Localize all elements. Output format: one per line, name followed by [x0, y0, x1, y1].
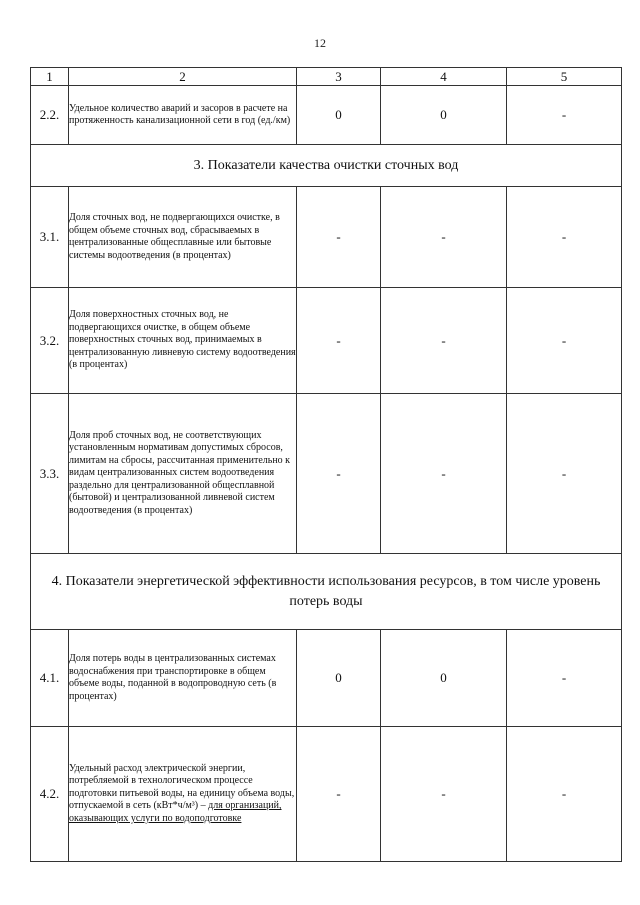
section-heading-3: 3. Показатели качества очистки сточных вод — [31, 145, 622, 187]
indicator-description: Доля проб сточных вод, не соответствующих установленным нормативам допустимых сбросов, лимитам на сбросы, рассчитанная применительно к видам централизованных систем водоотведения раздельно для централизованной общесплавной (бытовой) и централизованной ливневой систем водоотведения (в процентах) — [69, 394, 297, 554]
value-col-5: - — [507, 727, 622, 862]
column-header-4: 4 — [381, 68, 507, 86]
table-row — [31, 630, 622, 727]
indicator-description — [69, 727, 297, 862]
column-header-3: 3 — [297, 68, 381, 86]
value-col-4: 0 — [381, 86, 507, 145]
page-number: 12 — [314, 36, 326, 50]
value-col-5: - — [507, 86, 622, 145]
value-col-4: 0 — [381, 630, 507, 727]
indicator-description: Доля сточных вод, не подвергающихся очистке, в общем объеме сточных вод, сбрасываемых в централизованные общесплавные или бытовые системы водоотведения (в процентах) — [69, 187, 297, 288]
section-row — [31, 554, 622, 630]
value-col-5: - — [507, 630, 622, 727]
value-col-3: - — [297, 727, 381, 862]
value-col-3: - — [297, 394, 381, 554]
row-number: 3.2. — [31, 288, 69, 394]
value-col-4: - — [381, 727, 507, 862]
indicator-description: Доля поверхностных сточных вод, не подвергающихся очистке, в общем объеме поверхностных сточных вод, принимаемых в централизованную ливневую систему водоотведения (в процентах) — [69, 288, 297, 394]
value-col-5: - — [507, 288, 622, 394]
table-row — [31, 727, 622, 862]
value-col-3: 0 — [297, 630, 381, 727]
row-number: 3.3. — [31, 394, 69, 554]
indicator-description-main: Удельный расход электрической энергии, потребляемой в технологическом процессе подготовки питьевой воды, на единицу объема воды, отпускаемой в сеть (кВт*ч/м³) – — [69, 762, 295, 812]
section-heading-4: 4. Показатели энергетической эффективности использования ресурсов, в том числе уровень потерь воды — [31, 554, 622, 630]
column-header-2: 2 — [69, 68, 297, 86]
value-col-5: - — [507, 394, 622, 554]
table-row — [31, 86, 622, 145]
value-col-4: - — [381, 288, 507, 394]
value-col-4: - — [381, 394, 507, 554]
indicator-description: Удельное количество аварий и засоров в расчете на протяженность канализационной сети в год (ед./км) — [69, 86, 297, 145]
value-col-3: - — [297, 187, 381, 288]
table-row — [31, 288, 622, 394]
row-number: 4.1. — [31, 630, 69, 727]
value-col-3: 0 — [297, 86, 381, 145]
row-number: 4.2. — [31, 727, 69, 862]
table-row — [31, 187, 622, 288]
value-col-3: - — [297, 288, 381, 394]
section-row — [31, 145, 622, 187]
indicator-description-note: для организаций, оказывающих услуги по водоподготовке — [69, 800, 282, 824]
row-number: 2.2. — [31, 86, 69, 145]
table-row — [31, 394, 622, 554]
indicators-table — [30, 67, 622, 862]
header-row — [31, 68, 622, 86]
column-header-5: 5 — [507, 68, 622, 86]
column-header-1: 1 — [31, 68, 69, 86]
indicator-description: Доля потерь воды в централизованных системах водоснабжения при транспортировке в общем объеме воды, поданной в водопроводную сеть (в процентах) — [69, 630, 297, 727]
row-number: 3.1. — [31, 187, 69, 288]
value-col-5: - — [507, 187, 622, 288]
value-col-4: - — [381, 187, 507, 288]
